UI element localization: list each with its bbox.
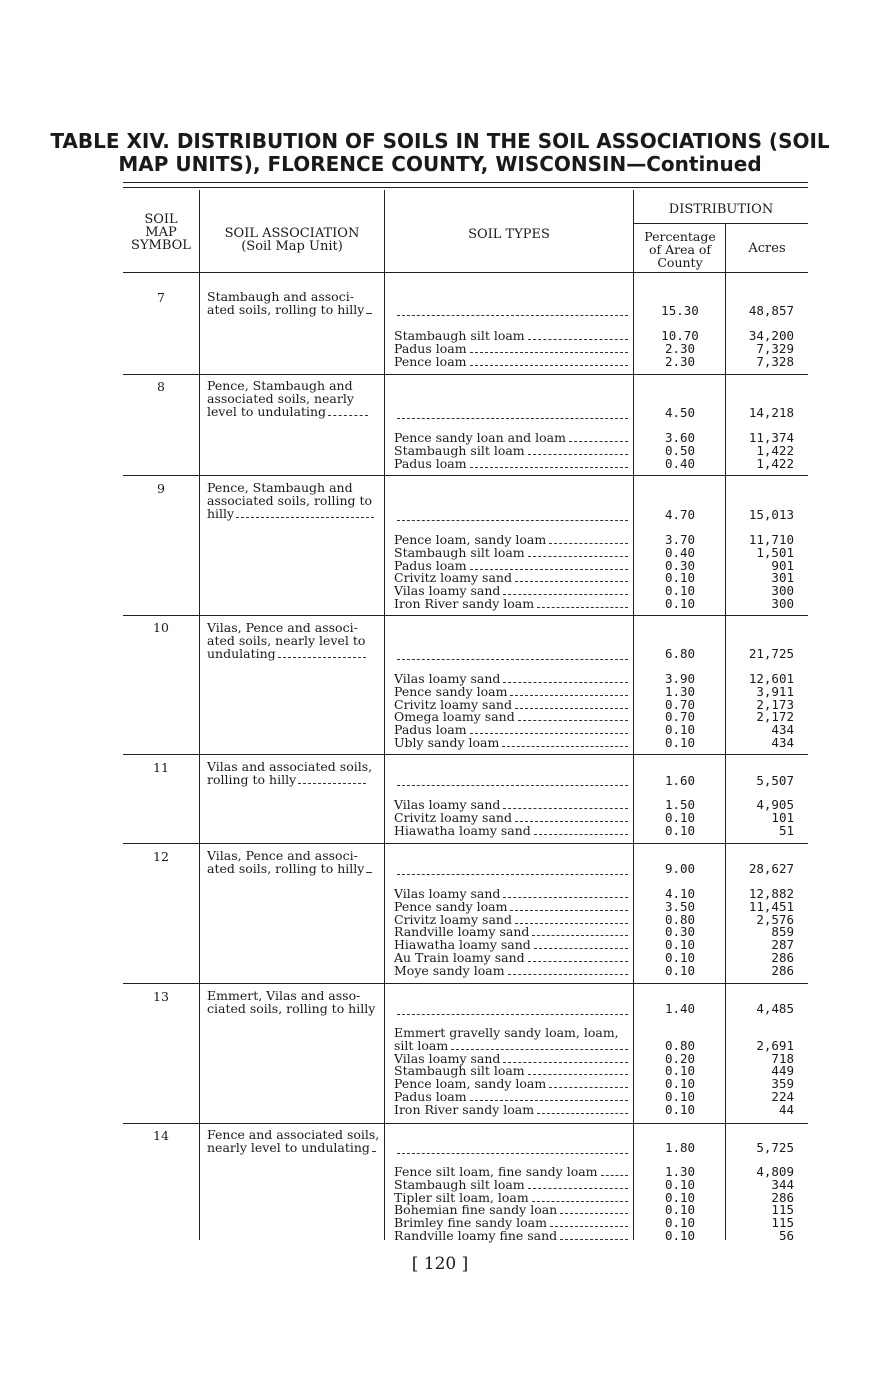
soil-association: Vilas, Pence and associ- ated soils, nearly level to undulating [207,620,366,661]
soil-type-row: Crivitz loamy sand [394,699,628,712]
acres-list: 4,809 344 286 115 115 56 [756,1164,794,1243]
soil-type-row: Vilas loamy sand [394,585,628,598]
page-number: [ 120 ] [411,1254,469,1274]
total-percentage: 1.80 [664,1140,696,1155]
acres-list: 4,905 101 51 [756,797,794,838]
soil-type-row: Stambaugh silt loam [394,330,628,343]
top-rule-2 [123,187,808,188]
soil-type-row: Padus loam [394,458,628,471]
total-acres: 28,627 [748,861,794,876]
top-rule [123,182,808,183]
acres-list: 12,882 11,451 2,576 859 287 286 286 [748,886,794,978]
group-separator [123,475,808,476]
soil-type-row: Pence sandy loam [394,901,628,914]
soil-association: Vilas, Pence and associ- ated soils, rolling to hilly [207,850,379,876]
soil-type-list [394,799,628,837]
group-separator [123,754,808,755]
soil-type-row: Iron River sandy loam [394,1104,628,1117]
column-divider-1 [199,190,200,1240]
total-acres: 5,725 [756,1140,794,1155]
soil-type-row: Pence loam [394,356,628,369]
acres-list: 11,710 1,501 901 301 300 300 [748,532,794,611]
header-acres: Acres [748,241,786,256]
soil-type-row: Stambaugh silt loam [394,445,628,458]
total-leader [394,410,628,419]
soil-type-list [394,534,628,611]
column-divider-2 [384,190,385,1240]
group-separator [123,843,808,844]
soil-association: Vilas and associated soils, rolling to hilly [207,759,373,787]
soil-type-row: Au Train loamy sand [394,952,628,965]
group-separator [123,374,808,375]
map-symbol: 7 [157,290,165,305]
total-leader [394,1145,628,1154]
soil-type-row: Brimley fine sandy loam [394,1217,628,1230]
soil-type-list [394,432,628,470]
soil-association: Pence, Stambaugh and associated soils, rolling to hilly [207,482,379,520]
percentage-list: 0.80 0.20 0.10 0.10 0.10 0.10 [664,1037,696,1117]
soil-association: Stambaugh and associ- ated soils, rolling to hilly [207,291,379,317]
percentage-list: 4.10 3.50 0.80 0.30 0.10 0.10 0.10 [664,886,696,978]
soil-type-row: Stambaugh silt loam [394,547,628,560]
total-leader [394,1006,628,1015]
total-leader [394,777,628,786]
map-symbol: 10 [153,620,169,635]
map-symbol: 12 [153,849,169,864]
title-line-1: TABLE XIV. DISTRIBUTION OF SOILS IN THE SOIL ASSOCIATIONS (SOIL [50,129,830,153]
total-percentage: 1.40 [664,1001,696,1016]
percentage-list: 3.70 0.40 0.30 0.10 0.10 0.10 [664,532,696,611]
soil-type-list [394,1166,628,1243]
soil-type-row: Hiawatha loamy sand [394,825,628,838]
group-separator [123,983,808,984]
group-separator [123,1123,808,1124]
total-percentage: 9.00 [664,861,696,876]
soil-type-row: silt loam [394,1040,628,1053]
acres-list: 2,691 718 449 359 224 44 [756,1037,794,1117]
soil-type-row: Pence loam, sandy loam [394,1078,628,1091]
title-line-2: MAP UNITS), FLORENCE COUNTY, WISCONSIN—Continued [118,152,762,176]
header-percentage: Percentage of Area of County [644,229,716,270]
total-leader [394,651,628,660]
header-soil-types: SOIL TYPES [468,227,550,242]
soil-type-list [394,330,628,368]
soil-type-row: Emmert gravelly sandy loam, loam, [394,1025,619,1040]
header-bottom-rule-2 [200,272,808,273]
soil-type-row: Crivitz loamy sand [394,812,628,825]
map-symbol: 11 [153,760,169,775]
soil-type-row: Padus loam [394,560,628,573]
total-leader [394,307,628,316]
soil-type-row: Stambaugh silt loam [394,1179,628,1192]
percentage-list: 1.30 0.10 0.10 0.10 0.10 0.10 [664,1164,696,1243]
soil-association: Pence, Stambaugh and associated soils, nearly level to undulating [207,380,379,418]
soil-type-list [394,888,628,978]
soil-association: Emmert, Vilas and asso- ciated soils, rolling to hilly [207,988,376,1016]
soil-type-list [394,673,628,750]
total-percentage: 4.50 [664,405,696,420]
total-acres: 15,013 [748,507,794,522]
soil-type-row: Hiawatha loamy sand [394,939,628,952]
acres-list: 11,374 1,422 1,422 [748,430,794,471]
soil-type-row: Vilas loamy sand [394,888,628,901]
soil-type-row: Tipler silt loam, loam [394,1192,628,1205]
soil-type-row: Moye sandy loam [394,965,628,978]
total-acres: 4,485 [756,1001,794,1016]
header-bottom-rule [123,272,200,273]
soil-type-row: Pence sandy loan and loam [394,432,628,445]
group-separator [123,615,808,616]
soil-type-row: Vilas loamy sand [394,1053,628,1066]
soil-type-row: Pence loam, sandy loam [394,534,628,547]
percentage-list: 10.70 2.30 2.30 [661,328,699,369]
percentage-list: 3.60 0.50 0.40 [664,430,696,471]
total-leader [394,866,628,875]
map-symbol: 14 [153,1128,169,1143]
total-percentage: 15.30 [661,303,699,318]
acres-list: 12,601 3,911 2,173 2,172 434 434 [748,671,794,750]
soil-type-row: Vilas loamy sand [394,799,628,812]
soil-type-row: Fence silt loam, fine sandy loam [394,1166,628,1179]
header-association: SOIL ASSOCIATION (Soil Map Unit) [224,226,360,254]
map-symbol: 9 [157,481,165,496]
soil-type-row: Randville loamy sand [394,926,628,939]
total-acres: 48,857 [748,303,794,318]
soil-type-row: Omega loamy sand [394,711,628,724]
soil-type-row: Crivitz loamy sand [394,914,628,927]
total-acres: 14,218 [748,405,794,420]
soil-type-row: Padus loam [394,1091,628,1104]
acres-list: 34,200 7,329 7,328 [748,328,794,369]
total-acres: 21,725 [748,646,794,661]
soil-type-row: Crivitz loamy sand [394,572,628,585]
total-percentage: 1.60 [664,773,696,788]
percentage-list: 1.50 0.10 0.10 [664,797,696,838]
map-symbol: 8 [157,379,165,394]
soil-type-row: Iron River sandy loam [394,598,628,611]
soil-type-row: Ubly sandy loam [394,737,628,750]
header-distribution: DISTRIBUTION [668,202,774,217]
total-leader [394,512,628,521]
distribution-rule [634,223,808,224]
map-symbol: 13 [153,989,169,1004]
header-symbol: SOIL MAP SYMBOL [131,212,191,253]
soil-type-row: Padus loam [394,724,628,737]
soil-type-row: Pence sandy loam [394,686,628,699]
soil-type-row: Bohemian fine sandy loan [394,1204,628,1217]
total-percentage: 4.70 [664,507,696,522]
soil-association: Fence and associated soils, nearly level to undulating [207,1127,380,1155]
total-percentage: 6.80 [664,646,696,661]
soil-type-row: Stambaugh silt loam [394,1065,628,1078]
soil-type-row: Randville loamy fine sand [394,1230,628,1243]
soil-type-row: Vilas loamy sand [394,673,628,686]
soil-type-list [394,1027,628,1117]
soil-type-row: Padus loam [394,343,628,356]
percentage-list: 3.90 1.30 0.70 0.70 0.10 0.10 [664,671,696,750]
total-acres: 5,507 [756,773,794,788]
